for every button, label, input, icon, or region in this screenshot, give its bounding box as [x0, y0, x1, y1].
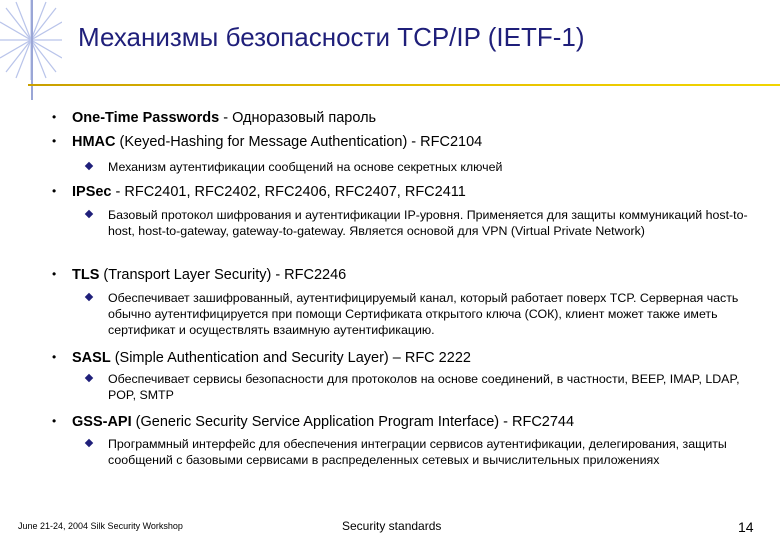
diamond-icon	[85, 439, 93, 447]
slide-content: • One-Time Passwords - Одноразовый пароль • HMAC (Keyed-Hashing for Message Authentication) - RFC2104 Механизм аутентификации сообщений на основе секретных ключей • IPSec - RFC2401, RFC2402, RFC2406, RFC2407, RFC2411 Базовый протокол шифрования и аутентификации IP-уровня. Применяется для защиты коммуникаций host-to-host, host-to-gateway, gateway-to-gateway. Является основой для VPN (Virtual Private Network) • TLS (Transport Layer Security) - RFC2246 Обеспечивает зашифрованный, аутентифицируемый канал, который работает поверх TCP. Серверная часть обычно аутентифицируется при помощи Сертификата открытого ключа (СОК), клиент может также иметь сертификат и осуществлять взаимную аутентификацию. • SASL (Simple Authentication and Security Layer) – RFC 2222 Обеспечивает сервисы безопасности для протоколов на основе соединений, в частности, BEEP, IMAP, LDAP, POP, SMTP • GSS-API (Generic Security Service Application Program Interface) - RFC2744 Программный интерфейс для обеспечения интеграции сервисов аутентификации, делегирования, защиты сообщений с базовыми сервисами в распределенных сетевых и вычислительных приложениях	[52, 110, 748, 467]
list-item: • One-Time Passwords - Одноразовый пароль	[52, 110, 377, 126]
list-item: • SASL (Simple Authentication and Security Layer) – RFC 2222	[52, 350, 471, 366]
list-item: • HMAC (Keyed-Hashing for Message Authentication) - RFC2104	[52, 134, 483, 150]
bullet-dot-icon: •	[52, 184, 57, 198]
diamond-icon	[85, 210, 93, 218]
page-number: 14	[738, 519, 754, 535]
footer-event: June 21-24, 2004 Silk Security Workshop	[18, 521, 183, 531]
page-title: Механизмы безопасности TCP/IP (IETF-1)	[78, 22, 585, 52]
bullet-dot-icon: •	[52, 350, 57, 364]
bullet-dot-icon: •	[52, 267, 57, 281]
bullet-dot-icon: •	[52, 414, 57, 428]
diamond-icon	[85, 293, 93, 301]
diamond-icon	[85, 374, 93, 382]
list-item: • TLS (Transport Layer Security) - RFC2246	[52, 267, 347, 283]
bullet-dot-icon: •	[52, 110, 57, 124]
diamond-icon	[85, 162, 93, 170]
list-item: • GSS-API (Generic Security Service Application Program Interface) - RFC2744	[52, 414, 575, 430]
bullet-dot-icon: •	[52, 134, 57, 148]
footer-section: Security standards	[342, 519, 442, 533]
list-item: • IPSec - RFC2401, RFC2402, RFC2406, RFC2407, RFC2411	[52, 184, 466, 200]
